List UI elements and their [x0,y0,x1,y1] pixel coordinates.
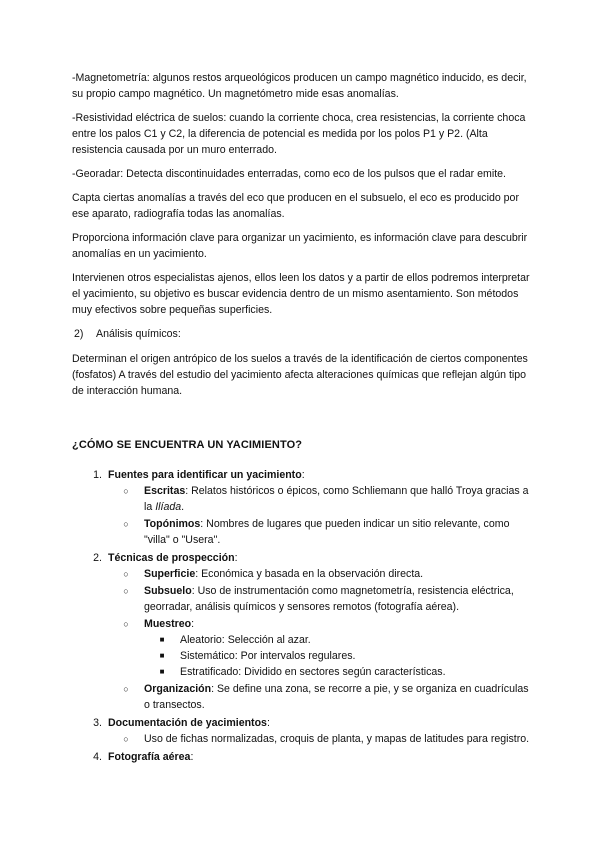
sub-list [108,483,534,548]
subsub-item [144,632,534,648]
circle-bullet-icon: ○ [123,486,129,496]
sub-item-text: : Económica y basada en la observación directa. [195,568,424,580]
list-item-fuentes [72,467,534,549]
circle-bullet-icon: ○ [123,684,129,694]
subsub-item-text: Aleatorio: Selección al azar. [180,634,311,646]
sub-item-text: : [191,618,195,630]
document-content [72,70,534,766]
circle-bullet-icon: ○ [123,734,129,744]
subsub-item-text: Estratificado: Dividido en sectores según características. [180,666,446,678]
sub-item-term: Muestreo [144,618,192,630]
paragraph-magnetometria: -Magnetometría: algunos restos arqueológicos producen un campo magnético inducido, es decir, su propio campo magnético. Un magnetómetro mide esas anomalías. [72,72,527,100]
list-number: 3. [93,717,102,729]
paragraph-quimicos: Determinan el origen antrópico de los suelos a través de la identificación de ciertos componentes (fosfatos) A través del estudio del yacimiento afecta alteraciones químicas que reflejan algún tipo de interacción humana. [72,353,528,397]
numbered-item-number: 2) [74,328,84,340]
sub-item-term: Superficie [144,568,196,580]
list-title: Documentación de yacimientos [108,717,267,729]
square-bullet-icon: ■ [159,651,165,660]
sub-item-italic: Ilíada [155,501,182,513]
sub-item-superficie [108,566,534,582]
section-heading: ¿CÓMO SE ENCUENTRA UN YACIMIENTO? [72,439,303,451]
circle-bullet-icon: ○ [123,569,129,579]
list-title: Fuentes para identificar un yacimiento [108,469,302,481]
list-title: Fotografía aérea [108,751,191,763]
sub-list [108,566,534,713]
sub-item-text: : Relatos históricos o épicos, como Schliemann que halló Troya gracias a la [144,485,529,513]
paragraph-capta: Capta ciertas anomalías a través del eco que producen en el subsuelo, el eco es producido por ese aparato, radiografía todas las anomalías. [72,192,519,220]
circle-bullet-icon: ○ [123,619,129,629]
sub-item-toponimos [108,516,534,548]
sub-item-text: : Nombres de lugares que pueden indicar un sitio relevante, como "villa" o "Usera". [144,518,510,546]
sub-item-muestreo [108,616,534,680]
sub-item-end: . [181,501,185,513]
list-number: 2. [93,552,102,564]
sub-item-term: Organización [144,683,212,695]
sub-item-organizacion [108,681,534,713]
paragraph-resistividad: -Resistividad eléctrica de suelos: cuando la corriente choca, crea resistencias, la corriente choca entre los palos C1 y C2, la diferencia de potencial es medida por los polos P1 y P2. (Alta resistencia causada por un muro enterrado. [72,112,526,156]
sub-list [108,731,534,747]
sub-item-escritas [108,483,534,515]
sub-item-term: Topónimos [144,518,201,530]
sub-item-term: Subsuelo [144,585,192,597]
square-bullet-icon: ■ [159,667,165,676]
subsub-item [144,664,534,680]
paragraph-intervienen: Intervienen otros especialistas ajenos, ellos leen los datos y a partir de ellos podremos interpretar el yacimiento, su objetivo es buscar evidencia dentro de un mismo asentamiento. Son métodos muy efectivos sobre pequeñas superficies. [72,272,530,316]
list-item-fotografia [72,749,534,765]
subsub-item [144,648,534,664]
numbered-item-text: Análisis químicos: [96,328,181,340]
circle-bullet-icon: ○ [123,519,129,529]
list-colon: : [266,717,270,729]
list-number: 1. [93,469,102,481]
sub-item-fichas [108,731,534,747]
sub-item-term: Escritas [144,485,186,497]
numbered-item-analisis [72,326,534,342]
list-colon: : [190,751,194,763]
sub-item-text: Uso de fichas normalizadas, croquis de planta, y mapas de latitudes para registro. [144,733,530,745]
circle-bullet-icon: ○ [123,586,129,596]
subsub-item-text: Sistemático: Por intervalos regulares. [180,650,356,662]
list-colon: : [234,552,238,564]
main-list [72,467,534,765]
list-item-tecnicas [72,550,534,714]
sub-item-subsuelo [108,583,534,615]
square-bullet-icon: ■ [159,635,165,644]
list-title: Técnicas de prospección [108,552,235,564]
list-colon: : [301,469,305,481]
paragraph-georadar: -Georadar: Detecta discontinuidades enterradas, como eco de los pulsos que el radar emite. [72,168,506,180]
paragraph-proporciona: Proporciona información clave para organizar un yacimiento, es información clave para descubrir anomalías en un yacimiento. [72,232,528,260]
list-item-documentacion [72,715,534,748]
sub-item-text: : Se define una zona, se recorre a pie, y se organiza en cuadrículas o transectos. [144,683,529,711]
list-number: 4. [93,751,102,763]
subsub-list [144,632,534,680]
sub-item-text: : Uso de instrumentación como magnetometría, resistencia eléctrica, georradar, análisis químicos y sensores remotos (fotografía aérea). [144,585,514,613]
